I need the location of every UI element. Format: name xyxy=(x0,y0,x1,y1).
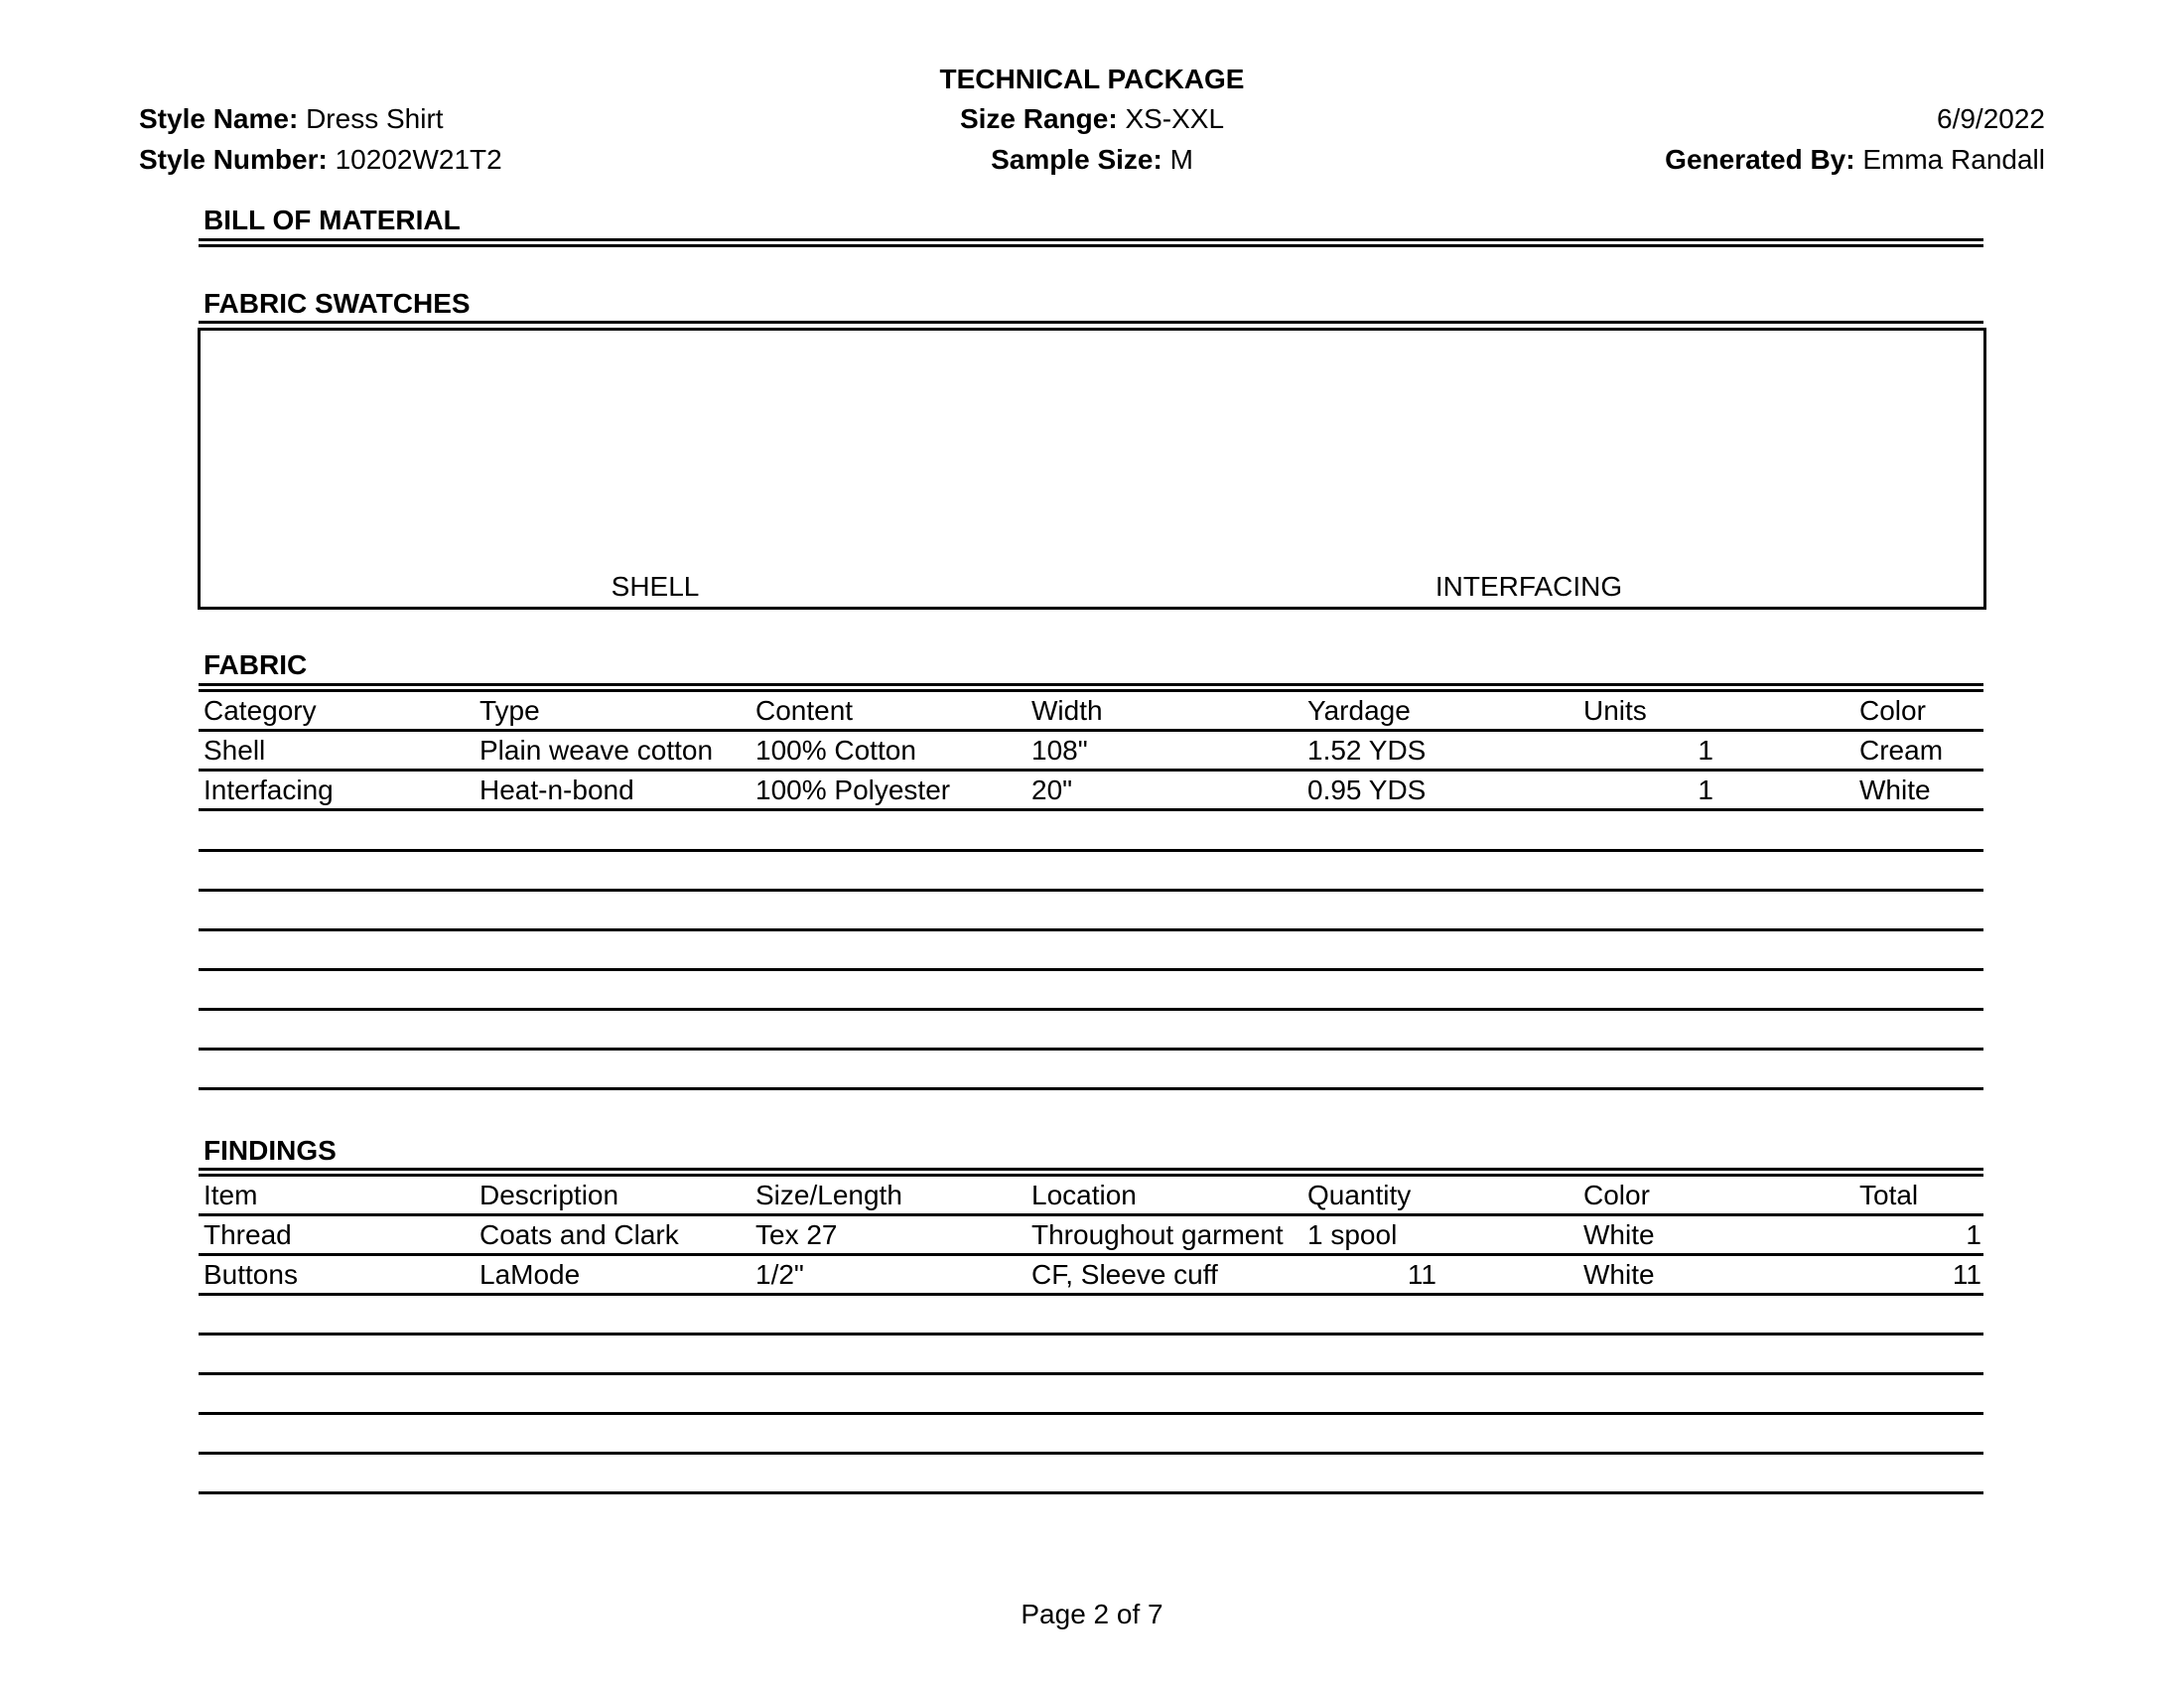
fabric-swatch-area xyxy=(198,328,1986,610)
findings-cell-description: LaMode xyxy=(479,1259,581,1290)
generated-by-value: Emma Randall xyxy=(1862,144,2045,175)
findings-col-total: Total xyxy=(1859,1180,1919,1210)
fabric-header-rule xyxy=(199,683,1983,692)
fabric-col-units: Units xyxy=(1583,695,1647,726)
findings-col-description: Description xyxy=(479,1180,619,1210)
fabric-cell-type: Heat-n-bond xyxy=(479,774,634,805)
findings-cell-size-length: Tex 27 xyxy=(755,1219,838,1250)
row-rule xyxy=(199,928,1983,931)
style-name xyxy=(139,105,444,133)
doc-title: TECHNICAL PACKAGE xyxy=(939,64,1245,94)
row-rule xyxy=(199,1048,1983,1051)
style-number-label: Style Number: xyxy=(139,144,328,175)
fabric-col-content: Content xyxy=(755,695,854,726)
findings-cell-total: 11 xyxy=(1952,1259,1981,1290)
row-rule xyxy=(199,1372,1983,1375)
fabric-cell-content: 100% Polyester xyxy=(755,774,951,805)
sample-size-label: Sample Size: xyxy=(991,144,1162,175)
style-number xyxy=(139,146,502,174)
doc-date: 6/9/2022 xyxy=(1937,103,2045,134)
fabric-cell-category: Shell xyxy=(204,735,266,766)
findings-cell-color: White xyxy=(1583,1259,1655,1290)
fabric-col-category: Category xyxy=(204,695,317,726)
row-rule xyxy=(199,1087,1983,1090)
swatch-top-rule xyxy=(199,321,1983,324)
findings-col-color: Color xyxy=(1583,1180,1650,1210)
fabric-cell-width: 20" xyxy=(1031,774,1073,805)
row-rule xyxy=(199,1253,1983,1256)
findings-col-quantity: Quantity xyxy=(1307,1180,1412,1210)
row-rule xyxy=(199,1412,1983,1415)
fabric-cell-type: Plain weave cotton xyxy=(479,735,714,766)
row-rule xyxy=(199,808,1983,811)
row-rule xyxy=(199,968,1983,971)
swatch-label-shell: SHELL xyxy=(611,571,700,602)
fabric-col-type: Type xyxy=(479,695,540,726)
row-rule xyxy=(199,1213,1983,1216)
findings-cell-color: White xyxy=(1583,1219,1655,1250)
sample-size xyxy=(844,146,1340,174)
fabric-cell-width: 108" xyxy=(1031,735,1088,766)
size-range-value: XS-XXL xyxy=(1125,103,1225,134)
row-rule xyxy=(199,1491,1983,1494)
fabric-cell-units: 1 xyxy=(1698,774,1713,805)
size-range-label: Size Range: xyxy=(959,103,1118,134)
style-name-value: Dress Shirt xyxy=(306,103,444,134)
fabric-col-color: Color xyxy=(1859,695,1926,726)
bill-of-material-title: BILL OF MATERIAL xyxy=(204,205,461,235)
sample-size-value: M xyxy=(1169,144,1193,175)
generated-by-label: Generated By: xyxy=(1665,144,1855,175)
findings-col-size-length: Size/Length xyxy=(755,1180,902,1210)
fabric-cell-category: Interfacing xyxy=(204,774,334,805)
fabric-cell-yardage: 1.52 YDS xyxy=(1307,735,1427,766)
findings-header-rule xyxy=(199,1168,1983,1177)
findings-col-item: Item xyxy=(204,1180,258,1210)
findings-cell-total: 1 xyxy=(1966,1219,1981,1250)
row-rule xyxy=(199,1008,1983,1011)
findings-cell-item: Buttons xyxy=(204,1259,298,1290)
findings-title: FINDINGS xyxy=(204,1135,337,1166)
row-rule xyxy=(199,769,1983,772)
findings-cell-location: CF, Sleeve cuff xyxy=(1031,1259,1218,1290)
fabric-cell-color: White xyxy=(1859,774,1931,805)
fabric-col-width: Width xyxy=(1031,695,1103,726)
findings-col-location: Location xyxy=(1031,1180,1137,1210)
row-rule xyxy=(199,1452,1983,1455)
row-rule xyxy=(199,729,1983,732)
fabric-cell-color: Cream xyxy=(1859,735,1944,766)
findings-cell-item: Thread xyxy=(204,1219,292,1250)
row-rule xyxy=(199,849,1983,852)
style-name-label: Style Name: xyxy=(139,103,299,134)
fabric-cell-content: 100% Cotton xyxy=(755,735,916,766)
style-number-value: 10202W21T2 xyxy=(335,144,502,175)
fabric-swatches-title: FABRIC SWATCHES xyxy=(204,288,471,319)
fabric-cell-units: 1 xyxy=(1698,735,1713,766)
row-rule xyxy=(199,889,1983,892)
row-rule xyxy=(199,1293,1983,1296)
findings-cell-quantity: 11 xyxy=(1407,1259,1436,1290)
generated-by xyxy=(1549,146,2045,174)
fabric-col-yardage: Yardage xyxy=(1307,695,1411,726)
findings-cell-description: Coats and Clark xyxy=(479,1219,679,1250)
row-rule xyxy=(199,1333,1983,1336)
fabric-title: FABRIC xyxy=(204,649,308,680)
swatch-label-interfacing: INTERFACING xyxy=(1434,571,1623,602)
page-number: Page 2 of 7 xyxy=(1021,1599,1163,1629)
fabric-cell-yardage: 0.95 YDS xyxy=(1307,774,1427,805)
size-range xyxy=(844,105,1340,133)
findings-cell-location: Throughout garment xyxy=(1031,1219,1284,1250)
findings-cell-quantity: 1 spool xyxy=(1307,1219,1398,1250)
section-divider xyxy=(199,238,1983,247)
findings-cell-size-length: 1/2" xyxy=(755,1259,804,1290)
